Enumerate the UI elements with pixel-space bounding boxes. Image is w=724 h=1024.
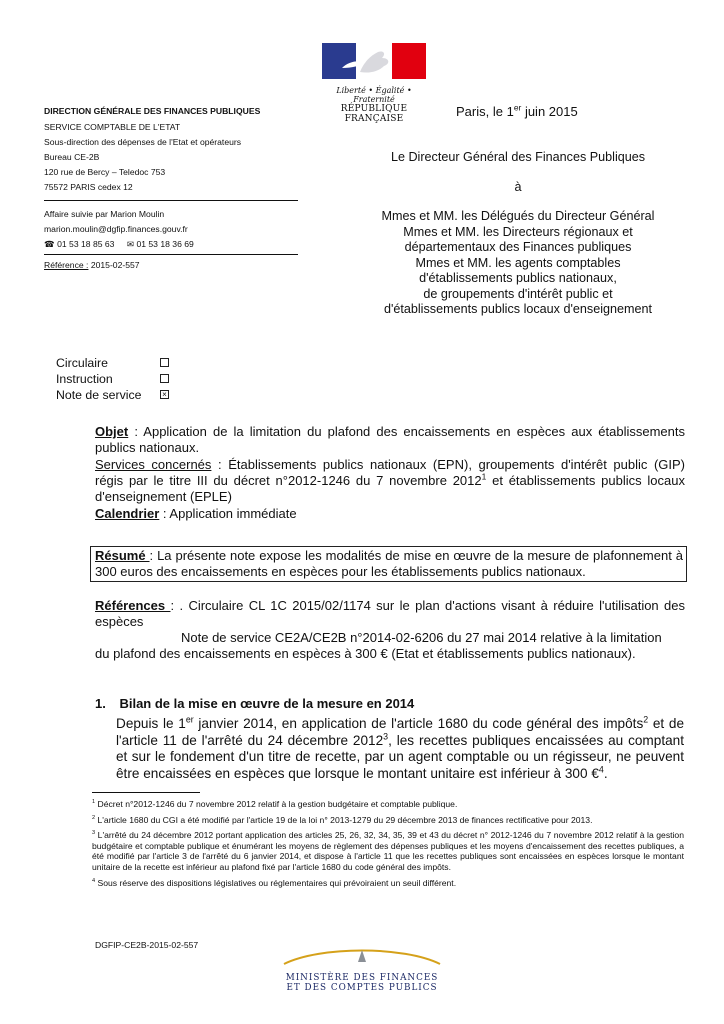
doc-type-circulaire	[56, 355, 186, 371]
footnote-text: Décret n°2012-1246 du 7 novembre 2012 relatif à la gestion budgétaire et comptable publique.	[95, 799, 458, 809]
footnote-text: L'arrêté du 24 décembre 2012 portant application des articles 25, 26, 32, 34, 35, 39 et 43 du décret n° 2012-1246 du 7 novembre 2012 relatif à la gestion budgétaire et comptable publique et énumérant les moyens de règlement des dépenses publiques et les moyens d'encaissement des recettes publiques, a été modifié par l'article 3 de l'arrêté du 6 janvier 2014, et dispose à l'article 11 que les recettes publiques sont encaissées en espèces lorsque le montant unitaire de la recette est inférieur au plafond fixé par l'article 1680 du code général des impôts.	[92, 830, 684, 872]
ministry-line2: ET DES COMPTES PUBLICS	[286, 983, 438, 993]
services-label: Services concernés	[95, 457, 212, 472]
checkbox-note-de-service[interactable]: ×	[160, 390, 169, 399]
marianne-logo	[320, 42, 428, 124]
reference-1	[95, 598, 685, 630]
footnote	[92, 799, 684, 810]
footnote-text: L'article 1680 du CGI a été modifié par l'article 19 de la loi n° 2013-1279 du 29 décembre 2013 de finances rectificative pour 2013.	[95, 814, 593, 825]
republic-name: RÉPUBLIQUE FRANÇAISE	[340, 104, 408, 124]
sender-divider	[44, 200, 298, 201]
reference-line	[44, 258, 140, 273]
sender-block	[44, 104, 304, 195]
paragraph-text: Depuis le 1	[116, 716, 186, 731]
footnote-ref[interactable]: 3	[383, 730, 389, 741]
references-line2a: Note de service CE2A/CE2B n°2014-02-6206 du 27 mai 2014 relative à la limitation	[181, 630, 662, 645]
references-line2b: du plafond des encaissements en espèces à 300 € (Etat et établissements publics nationaux).	[95, 646, 636, 661]
footnote	[92, 878, 684, 889]
resume	[95, 548, 683, 580]
contact-phones	[44, 237, 304, 252]
reference-value: 2015-02-557	[88, 260, 140, 270]
fax-number: 01 53 18 36 69	[136, 239, 194, 249]
recipient-line: Mmes et MM. les Directeurs régionaux et	[403, 224, 633, 239]
reference-2	[95, 630, 685, 646]
recipient-to: à	[514, 179, 522, 194]
sender-address2: 75572 PARIS cedex 12	[44, 182, 133, 192]
footnote-divider	[92, 792, 200, 793]
recipient-block	[340, 150, 696, 318]
doc-type-label: Circulaire	[56, 356, 108, 370]
references	[95, 598, 685, 662]
section-1-paragraph	[116, 716, 684, 782]
calendrier	[95, 506, 685, 522]
recipient-list	[340, 209, 696, 318]
footnote-num: 2	[92, 814, 96, 821]
footnote	[92, 830, 684, 872]
doc-type-list	[56, 355, 186, 403]
footnote-ref[interactable]: 1	[481, 471, 487, 482]
sender-service: SERVICE COMPTABLE DE L'ETAT	[44, 122, 181, 132]
references-label: Références	[95, 598, 171, 613]
recipient-line: d'établissements publics locaux d'enseignement	[383, 302, 653, 316]
footnote-num: 1	[92, 799, 96, 806]
ministry-line1: MINISTÈRE DES FINANCES	[285, 973, 439, 983]
references-line1: : . Circulaire CL 1C 2015/02/1174 sur le plan d'actions visant à réduire l'utilisation des espèces	[95, 598, 686, 629]
recipient-line: d'établissements publics nationaux,	[419, 271, 617, 285]
footnote-text: Sous réserve des dispositions législatives ou réglementaires qui prévoiraient un seuil différent.	[95, 877, 457, 888]
doc-type-label: Note de service	[56, 388, 142, 402]
footnote-num: 3	[92, 830, 96, 837]
calendrier-text: : Application immédiate	[159, 506, 297, 521]
contact-block	[44, 207, 304, 252]
footnote-ref[interactable]: 4	[598, 763, 604, 774]
sender-title: Le Directeur Général des Finances Publiques	[390, 150, 646, 164]
footnotes	[92, 799, 684, 888]
recipient-line: départementaux des Finances publiques	[404, 240, 632, 254]
objet-text: : Application de la limitation du plafond des encaissements en espèces aux établissements publics nationaux.	[95, 424, 685, 455]
sup: er	[185, 714, 194, 725]
contact-divider	[44, 254, 298, 255]
paragraph-text: et de l'article 11 de l'arrêté du 24 décembre 2012	[116, 716, 685, 748]
calendrier-label: Calendrier	[95, 506, 160, 521]
checkbox-instruction[interactable]	[160, 374, 169, 383]
ministry-arc-icon	[280, 944, 444, 966]
date-prefix: Paris, le 1	[456, 104, 514, 119]
checkbox-circulaire[interactable]	[160, 358, 169, 367]
resume-text: : La présente note expose les modalités de mise en œuvre de la mesure de plafonnement à 300 euros des encaissements en espèces pour les établissements publics nationaux.	[95, 548, 683, 579]
contact-label: Affaire suivie par Marion Moulin	[44, 209, 165, 219]
doc-type-label: Instruction	[56, 372, 113, 386]
date-suffix: juin 2015	[521, 104, 578, 119]
footnote-ref[interactable]: 2	[643, 714, 649, 725]
footnote-num: 4	[92, 877, 96, 884]
section-number: 1.	[95, 696, 106, 711]
marianne-flag-icon	[320, 42, 428, 80]
ministry-logo	[280, 944, 444, 993]
phone-number: 01 53 18 85 63	[57, 239, 115, 249]
resume-label: Résumé	[95, 548, 150, 563]
motto: Liberté • Égalité • Fraternité	[336, 86, 412, 104]
fax-icon: ✉	[126, 239, 135, 249]
doc-type-note	[56, 387, 186, 403]
services	[95, 457, 685, 505]
reference-label: Référence :	[44, 260, 89, 270]
sender-org: DIRECTION GÉNÉRALE DES FINANCES PUBLIQUES	[44, 106, 261, 116]
sender-address1: 120 rue de Bercy – Teledoc 753	[44, 167, 166, 177]
footer-doc-ref: DGFIP-CE2B-2015-02-557	[95, 940, 199, 950]
section-1-heading	[95, 696, 414, 711]
objet	[95, 424, 685, 456]
doc-type-instruction	[56, 371, 186, 387]
sender-bureau: Bureau CE-2B	[44, 152, 100, 162]
paragraph-text: , les recettes publiques encaissées au comptant et sur le fondement d'un titre de recette, par un agent comptable ou un régisseur, ne peuvent être encaissées en espèces que lorsque le montant unitaire est inférieur à 300 €	[116, 732, 684, 781]
section-title: Bilan de la mise en œuvre de la mesure en 2014	[119, 696, 415, 711]
sender-subdirection: Sous-direction des dépenses de l'Etat et opérateurs	[44, 137, 242, 147]
recipient-line: Mmes et MM. les Délégués du Directeur Général	[381, 209, 655, 223]
footnote	[92, 815, 684, 826]
recipient-line: Mmes et MM. les agents comptables	[415, 255, 621, 270]
reference-2b	[95, 646, 685, 662]
paragraph-text: janvier 2014, en application de l'article 1680 du code général des impôts	[193, 716, 644, 731]
telephone-icon: ☎	[44, 239, 55, 249]
services-text2: et établissements publics locaux d'enseignement (EPLE)	[95, 473, 685, 504]
paragraph-text: .	[603, 765, 608, 781]
date-sup: er	[513, 102, 522, 113]
date-line	[456, 104, 578, 119]
objet-block	[95, 424, 685, 522]
services-text: : Établissements publics nationaux (EPN), groupements d'intérêt public (GIP) régis par le titre III du décret n°2012-1246 du 7 novembre 2012	[95, 457, 685, 488]
objet-label: Objet	[95, 424, 129, 439]
contact-email[interactable]: marion.moulin@dgfip.finances.gouv.fr	[44, 224, 188, 234]
recipient-line: de groupements d'intérêt public et	[423, 286, 613, 301]
